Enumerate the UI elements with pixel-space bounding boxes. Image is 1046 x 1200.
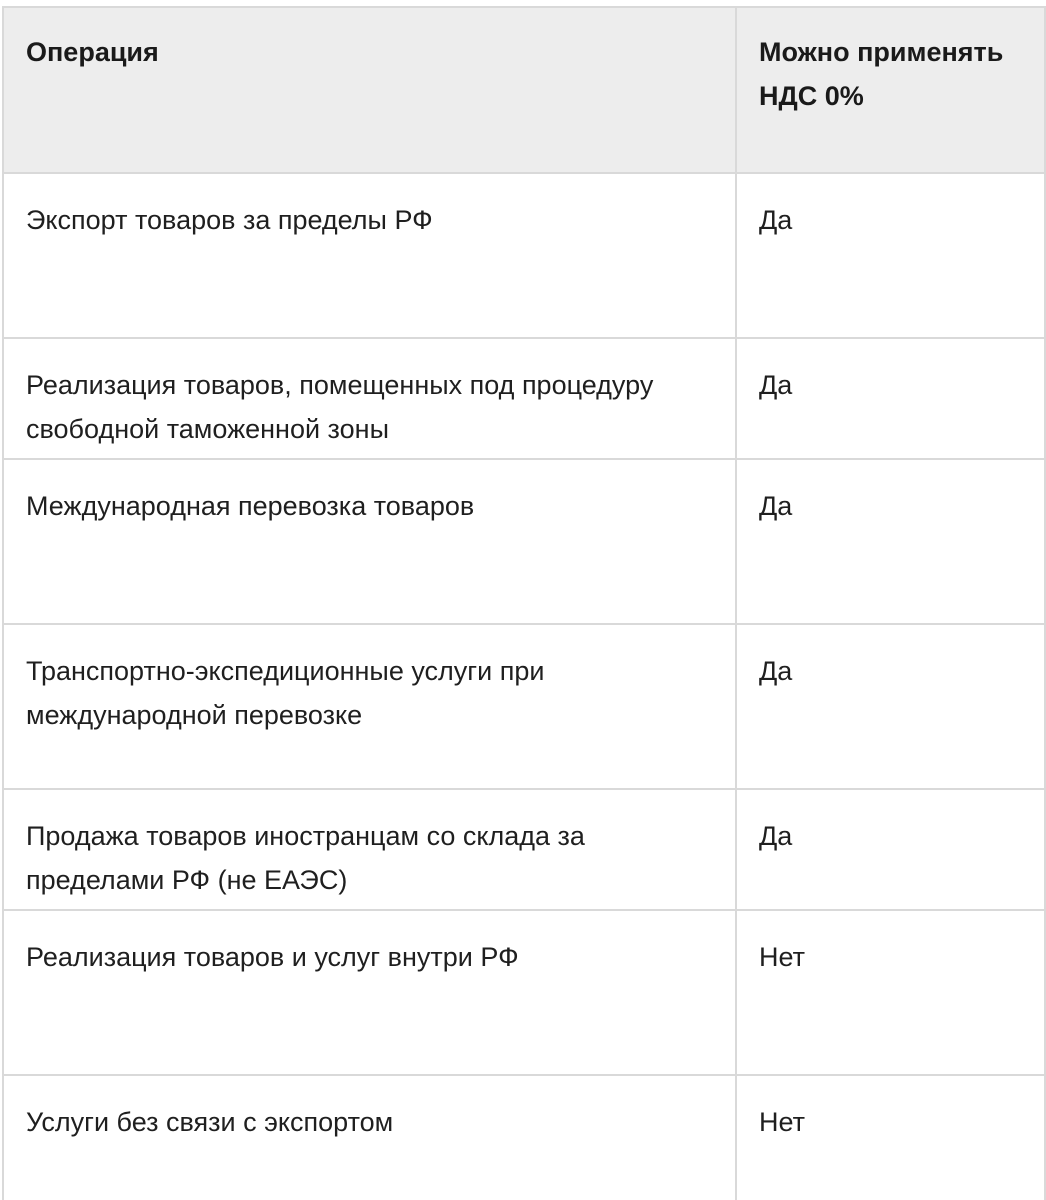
- cell-vat-zero: Да: [736, 459, 1045, 624]
- table-row: [3, 624, 1046, 789]
- cell-vat-zero: Да: [736, 624, 1045, 789]
- cell-vat-zero: Нет: [736, 910, 1045, 1075]
- table-header: [3, 7, 1046, 173]
- cell-vat-zero: Нет: [736, 1075, 1045, 1200]
- cell-operation: Услуги без связи с экспортом: [3, 1075, 736, 1200]
- cell-operation: Продажа товаров иностранцам со склада за пределами РФ (не ЕАЭС): [3, 789, 736, 910]
- cell-vat-zero: Да: [736, 173, 1045, 338]
- table-row: [3, 338, 1046, 459]
- column-header-operation: Операция: [3, 7, 736, 173]
- table-body: [3, 173, 1046, 1200]
- cell-vat-zero: Да: [736, 789, 1045, 910]
- vat-rates-table: [2, 6, 1046, 1200]
- header-row: [3, 7, 1046, 173]
- table-row: [3, 459, 1046, 624]
- cell-vat-zero: Да: [736, 338, 1045, 459]
- table-row: [3, 789, 1046, 910]
- table-row: [3, 1075, 1046, 1200]
- column-header-vat-zero: Можно применять НДС 0%: [736, 7, 1045, 173]
- table-row: [3, 910, 1046, 1075]
- cell-operation: Транспортно-экспедиционные услуги при международной перевозке: [3, 624, 736, 789]
- cell-operation: Реализация товаров, помещенных под процедуру свободной таможенной зоны: [3, 338, 736, 459]
- cell-operation: Международная перевозка товаров: [3, 459, 736, 624]
- table-row: [3, 173, 1046, 338]
- cell-operation: Экспорт товаров за пределы РФ: [3, 173, 736, 338]
- cell-operation: Реализация товаров и услуг внутри РФ: [3, 910, 736, 1075]
